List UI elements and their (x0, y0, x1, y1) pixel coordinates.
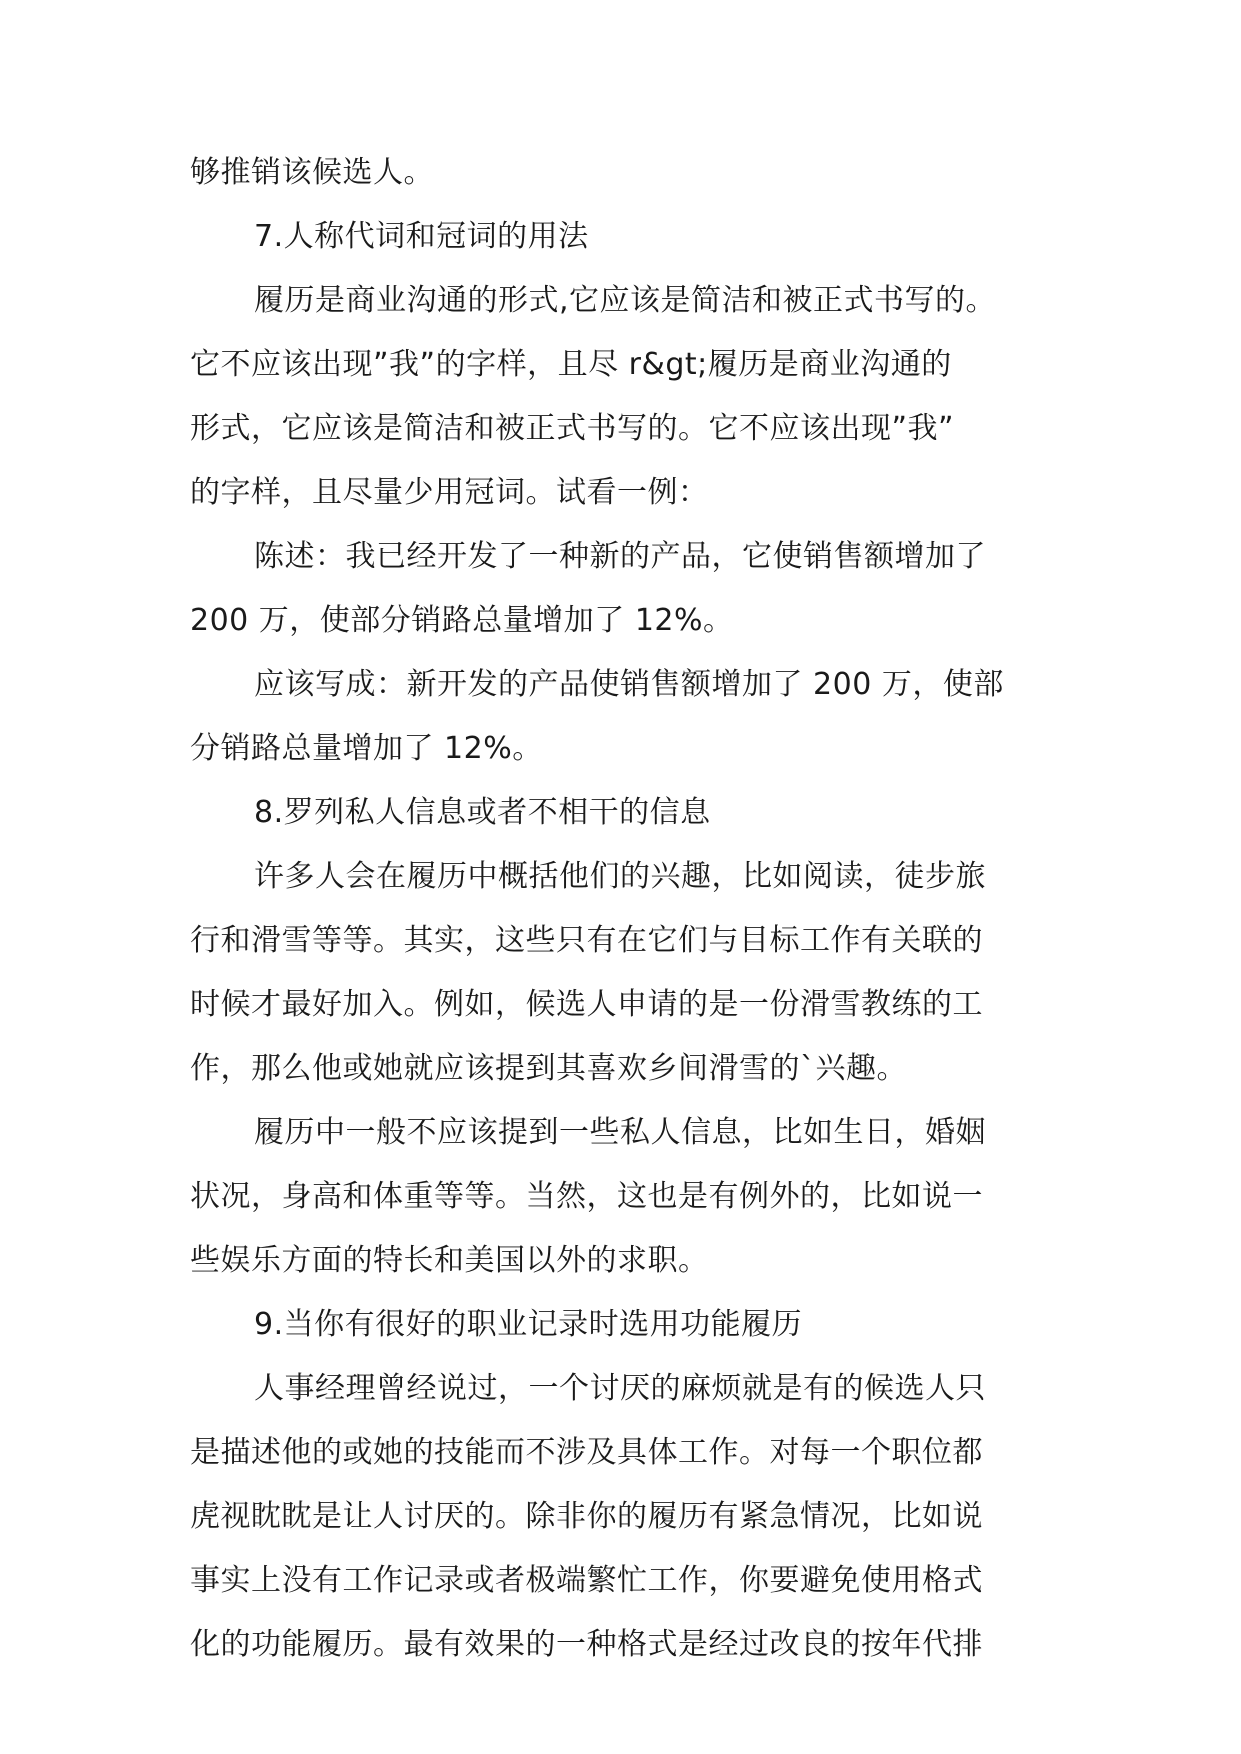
text-line: 的字样，且尽量少用冠词。试看一例： (190, 475, 709, 510)
text-line: 形式，它应该是简洁和被正式书写的。它不应该出现”我” (190, 411, 955, 446)
text-line: 分销路总量增加了 12%。 (190, 731, 543, 766)
text-line: 应该写成：新开发的产品使销售额增加了 200 万，使部 (254, 667, 1004, 702)
text-line: 些娱乐方面的特长和美国以外的求职。 (190, 1243, 709, 1278)
text-line: 是描述他的或她的技能而不涉及具体工作。对每一个职位都 (190, 1435, 983, 1470)
section-heading-7: 7.人称代词和冠词的用法 (254, 219, 589, 254)
text-line: 许多人会在履历中概括他们的兴趣，比如阅读，徒步旅 (254, 859, 986, 894)
section-heading-8: 8.罗列私人信息或者不相干的信息 (254, 795, 711, 830)
text-line: 虎视眈眈是让人讨厌的。除非你的履历有紧急情况，比如说 (190, 1499, 983, 1534)
text-line: 它不应该出现”我”的字样，且尽 r&gt;履历是商业沟通的 (190, 347, 952, 382)
text-line: 行和滑雪等等。其实，这些只有在它们与目标工作有关联的 (190, 923, 983, 958)
text-line: 化的功能履历。最有效果的一种格式是经过改良的按年代排 (190, 1627, 983, 1662)
text-line: 状况，身高和体重等等。当然，这也是有例外的，比如说一 (190, 1179, 983, 1214)
section-heading-9: 9.当你有很好的职业记录时选用功能履历 (254, 1307, 803, 1342)
text-line: 履历是商业沟通的形式,它应该是简洁和被正式书写的。 (254, 283, 997, 318)
text-line: 人事经理曾经说过，一个讨厌的麻烦就是有的候选人只 (254, 1371, 986, 1406)
text-line: 陈述：我已经开发了一种新的产品，它使销售额增加了 (254, 539, 986, 574)
text-line: 时候才最好加入。例如，候选人申请的是一份滑雪教练的工 (190, 987, 983, 1022)
text-line: 作，那么他或她就应该提到其喜欢乡间滑雪的`兴趣。 (190, 1051, 907, 1086)
text-line: 事实上没有工作记录或者极端繁忙工作，你要避免使用格式 (190, 1563, 983, 1598)
text-line: 够推销该候选人。 (190, 155, 434, 190)
text-line: 200 万，使部分销路总量增加了 12%。 (190, 603, 734, 638)
text-line: 履历中一般不应该提到一些私人信息，比如生日，婚姻 (254, 1115, 986, 1150)
